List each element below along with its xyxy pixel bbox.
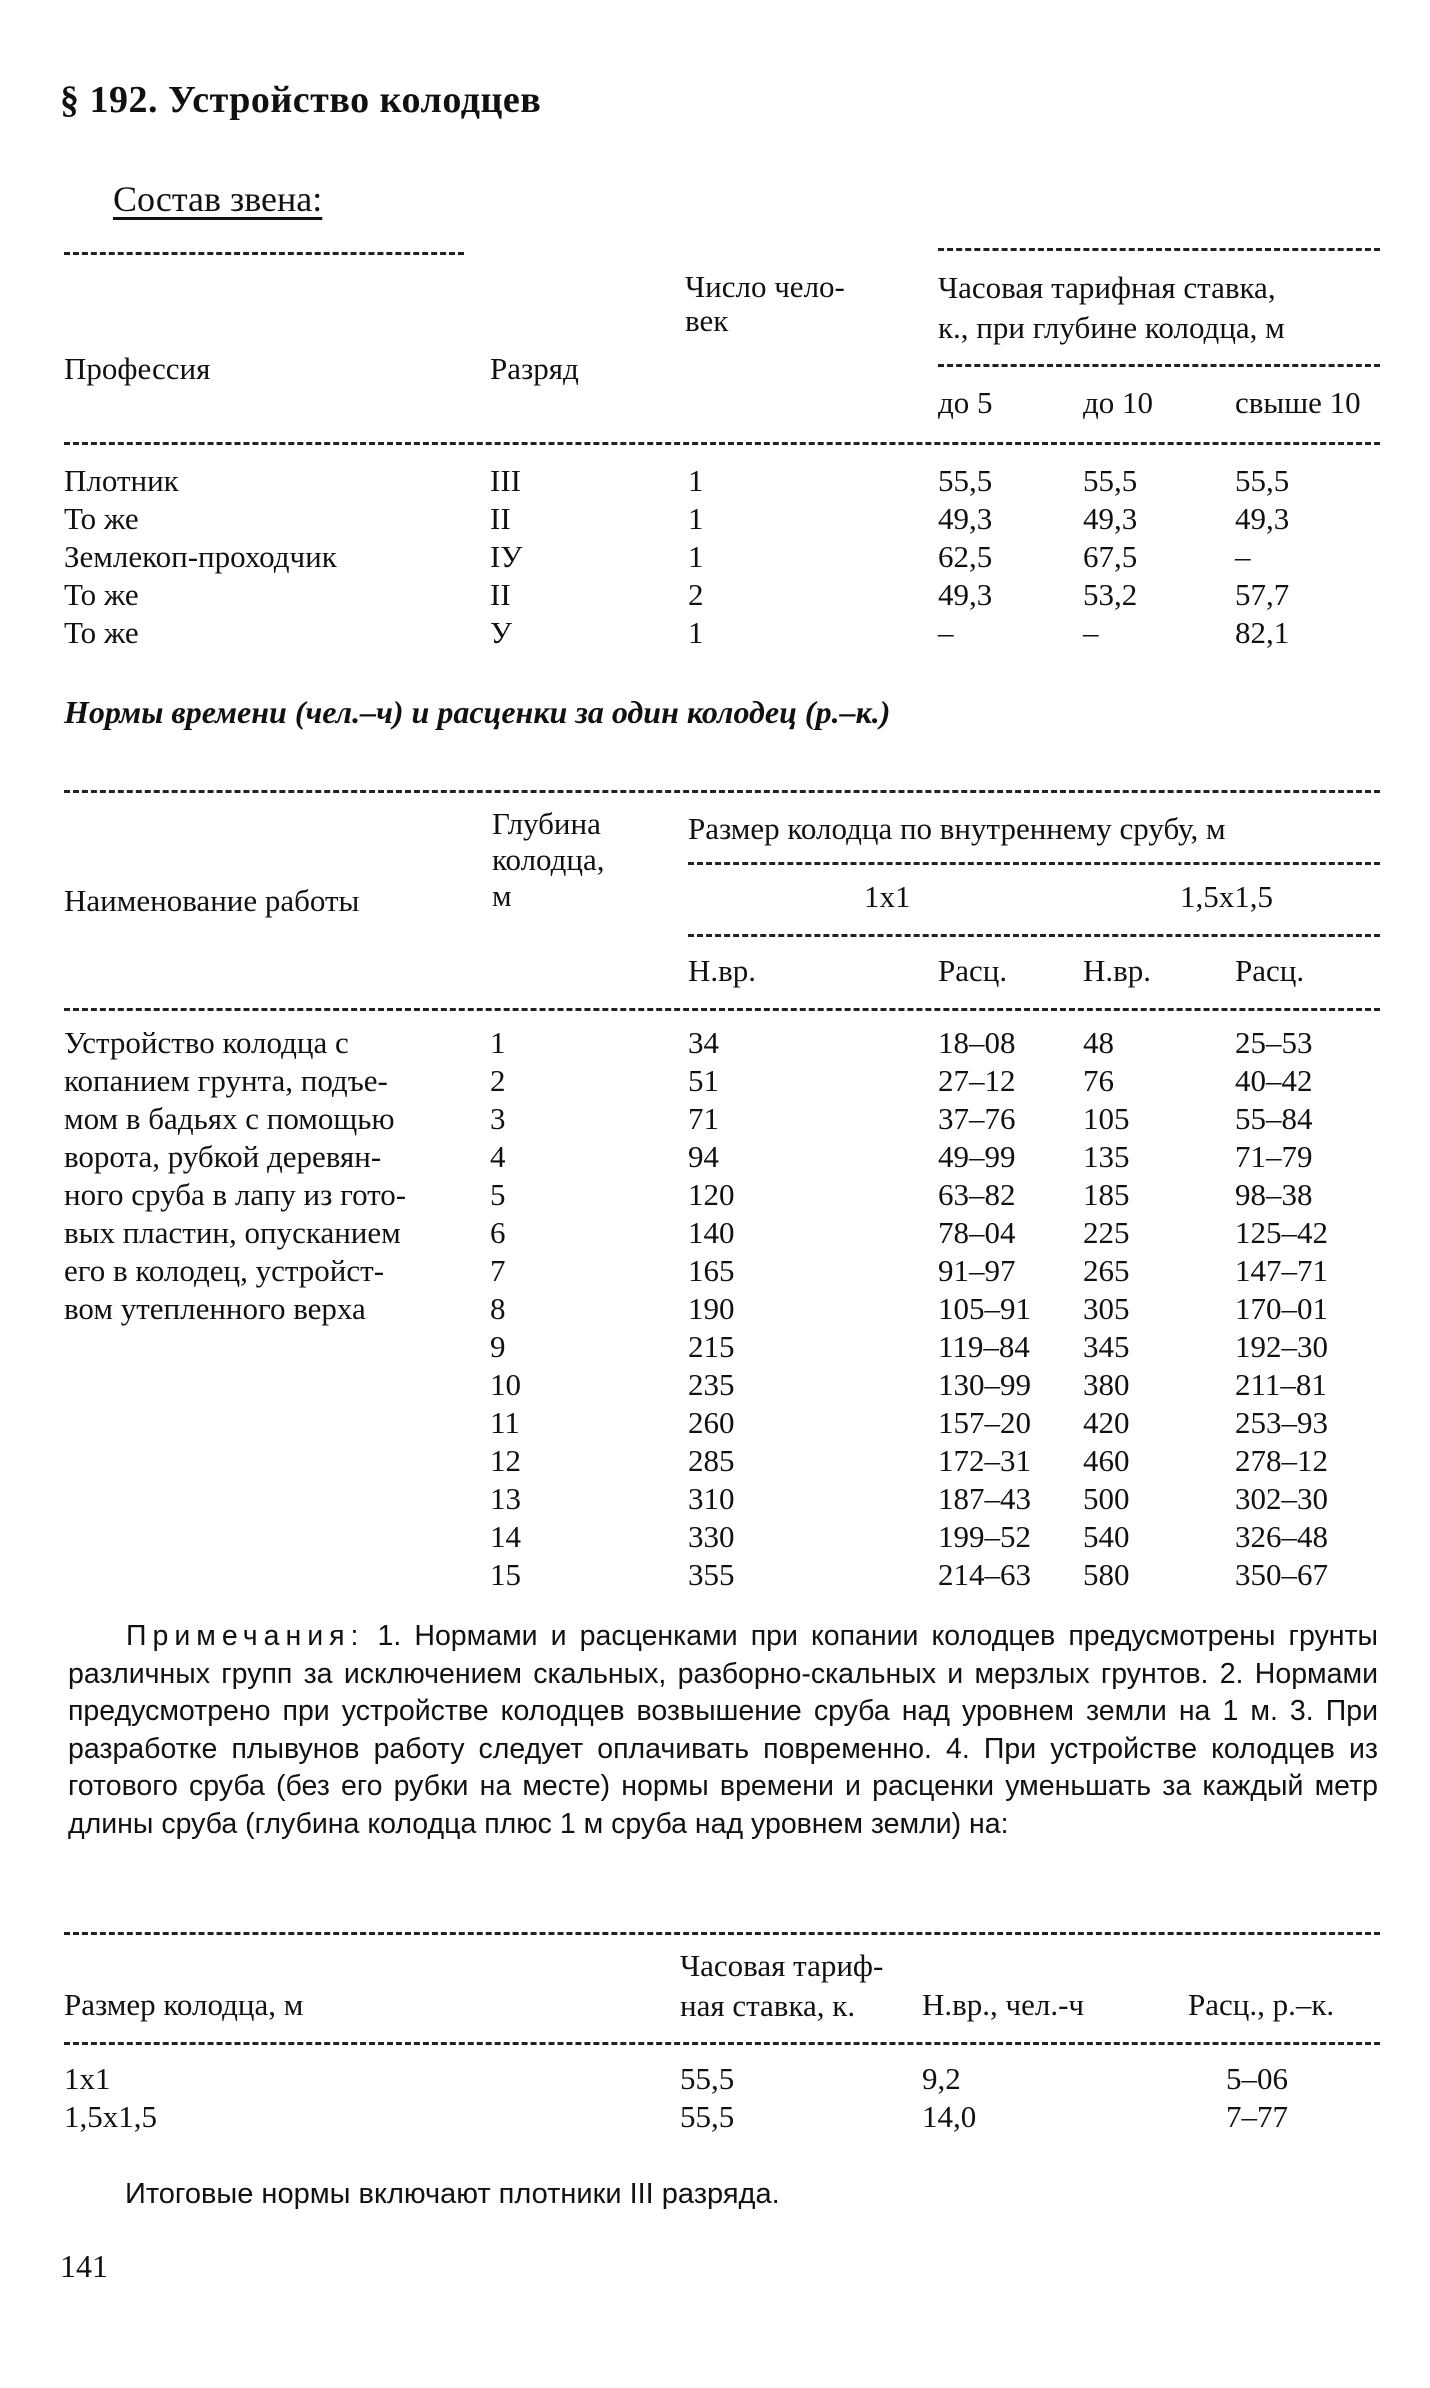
divider [938, 364, 1380, 367]
norm-cell: 165 [688, 1253, 735, 1288]
price-a-column [938, 1024, 1031, 1594]
price-cell: 350–67 [1235, 1557, 1328, 1592]
price-cell: 40–42 [1235, 1063, 1313, 1098]
price-cell: 125–42 [1235, 1215, 1328, 1250]
size-cell: 1x1 [64, 2061, 111, 2096]
price-cell: 147–71 [1235, 1253, 1328, 1288]
norm-cell: 48 [1083, 1025, 1114, 1060]
norm-cell: 500 [1083, 1481, 1130, 1516]
grade-cell: IУ [490, 539, 523, 574]
price-cell: 172–31 [938, 1443, 1031, 1478]
price-cell: 278–12 [1235, 1443, 1328, 1478]
price-cell: 199–52 [938, 1519, 1031, 1554]
price-cell: 192–30 [1235, 1329, 1328, 1364]
norm-cell: 14,0 [922, 2099, 977, 2134]
price-cell: 91–97 [938, 1253, 1016, 1288]
depth-cell: 11 [490, 1405, 520, 1440]
divider [64, 252, 464, 255]
norm-cell: 76 [1083, 1063, 1114, 1098]
depth-column [490, 1024, 521, 1594]
count-cell: 1 [688, 539, 704, 574]
price-cell: 214–63 [938, 1557, 1031, 1592]
size-column [64, 2060, 157, 2136]
depth-cell: 3 [490, 1101, 506, 1136]
norm-cell: 580 [1083, 1557, 1130, 1592]
price-cell: 49–99 [938, 1139, 1016, 1174]
price-cell: 71–79 [1235, 1139, 1313, 1174]
header-norm: Н.вр., чел.-ч [922, 1987, 1085, 2022]
rate-cell: 53,2 [1083, 577, 1138, 612]
price-cell: 105–91 [938, 1291, 1031, 1326]
footnote: Итоговые нормы включают плотники III разряда. [125, 2178, 780, 2210]
norm-cell: 285 [688, 1443, 735, 1478]
norm-cell: 265 [1083, 1253, 1130, 1288]
price-cell: 187–43 [938, 1481, 1031, 1516]
price-cell: 302–30 [1235, 1481, 1328, 1516]
divider [688, 862, 1380, 865]
count-column [688, 462, 704, 652]
norm-cell: 330 [688, 1519, 735, 1554]
rate-cell: 57,7 [1235, 577, 1290, 612]
depth-cell: 7 [490, 1253, 506, 1288]
page-number: 141 [60, 2248, 108, 2284]
norm-cell: 420 [1083, 1405, 1130, 1440]
norm-cell: 94 [688, 1139, 719, 1174]
divider [64, 2042, 1380, 2045]
price-column [1226, 2060, 1288, 2136]
norm-cell: 120 [688, 1177, 735, 1212]
price-cell: 27–12 [938, 1063, 1016, 1098]
divider [938, 248, 1380, 251]
price-cell: 37–76 [938, 1101, 1016, 1136]
header-rate-2: до 10 [1083, 385, 1154, 420]
norm-cell: 380 [1083, 1367, 1130, 1402]
rate-cell: 55,5 [1083, 463, 1138, 498]
rate-cell: 55,5 [680, 2099, 735, 2134]
count-cell: 1 [688, 501, 704, 536]
depth-cell: 12 [490, 1443, 521, 1478]
depth-cell: 4 [490, 1139, 506, 1174]
price-cell: 98–38 [1235, 1177, 1313, 1212]
header-size-b: 1,5x1,5 [1180, 879, 1273, 914]
header-size-a: 1x1 [864, 879, 911, 914]
rate-3-column [1235, 462, 1289, 652]
divider [64, 790, 1380, 793]
norm-cell: 51 [688, 1063, 719, 1098]
rate-cell: 67,5 [1083, 539, 1138, 574]
header-rate: Часовая тариф- ная ставка, к. [680, 1948, 884, 2023]
header-price-a: Расц. [938, 953, 1008, 988]
norm-cell: 355 [688, 1557, 735, 1592]
norm-cell: 105 [1083, 1101, 1130, 1136]
price-cell: 55–84 [1235, 1101, 1313, 1136]
count-cell: 1 [688, 615, 704, 650]
section-title: § 192. Устройство колодцев [60, 79, 542, 121]
norm-cell: 260 [688, 1405, 735, 1440]
depth-cell: 15 [490, 1557, 521, 1592]
depth-cell: 14 [490, 1519, 521, 1554]
norm-a-column [688, 1024, 735, 1594]
price-cell: 7–77 [1226, 2099, 1288, 2134]
norm-cell: 71 [688, 1101, 719, 1136]
norm-cell: 9,2 [922, 2061, 961, 2096]
norm-cell: 310 [688, 1481, 735, 1516]
rate-cell: – [1083, 615, 1099, 650]
rate-cell: 62,5 [938, 539, 993, 574]
price-cell: 170–01 [1235, 1291, 1328, 1326]
norm-cell: 235 [688, 1367, 735, 1402]
norm-cell: 34 [688, 1025, 719, 1060]
rate-2-column [1083, 462, 1137, 652]
header-profession: Профессия [64, 351, 211, 386]
norm-cell: 460 [1083, 1443, 1130, 1478]
header-depth: Глубина колодца, м [492, 806, 605, 913]
price-b-column [1235, 1024, 1328, 1594]
depth-cell: 13 [490, 1481, 521, 1516]
rate-column [680, 2060, 734, 2136]
header-norm-b: Н.вр. [1083, 953, 1152, 988]
grade-column [490, 462, 522, 652]
norm-cell: 140 [688, 1215, 735, 1250]
rate-cell: – [1235, 539, 1251, 574]
count-cell: 1 [688, 463, 704, 498]
norms-caption: Нормы времени (чел.–ч) и расценки за один колодец (р.–к.) [64, 694, 891, 730]
work-description: Устройство колодца с копанием грунта, подъе- мом в бадьях с помощью ворота, рубкой деревян- ного сруба в лапу из гото- вых пластин, опусканием его в колодец, устройст- вом утепленного верха [64, 1025, 407, 1326]
grade-cell: III [490, 463, 521, 498]
rate-cell: 49,3 [1235, 501, 1290, 536]
norm-cell: 135 [1083, 1139, 1130, 1174]
header-rate-group: Часовая тарифная ставка, к., при глубине колодца, м [938, 270, 1285, 345]
header-count: Число чело- век [685, 269, 845, 338]
norm-column [922, 2060, 976, 2136]
depth-cell: 6 [490, 1215, 506, 1250]
norm-cell: 540 [1083, 1519, 1130, 1554]
profession-cell: Плотник [64, 463, 179, 498]
profession-cell: Землекоп-проходчик [64, 539, 337, 574]
divider [64, 442, 1380, 445]
depth-cell: 2 [490, 1063, 506, 1098]
norm-cell: 225 [1083, 1215, 1130, 1250]
header-price: Расц., р.–к. [1188, 1987, 1335, 2022]
profession-column [64, 462, 337, 652]
divider [688, 934, 1380, 937]
grade-cell: II [490, 501, 511, 536]
rate-1-column [938, 462, 992, 652]
rate-cell: 55,5 [938, 463, 993, 498]
notes-paragraph [68, 1618, 1378, 1843]
header-size: Размер колодца, м [64, 1987, 304, 2022]
crew-heading: Состав звена: [113, 179, 323, 219]
price-cell: 63–82 [938, 1177, 1016, 1212]
header-rate-1: до 5 [938, 385, 993, 420]
price-cell: 78–04 [938, 1215, 1016, 1250]
depth-cell: 8 [490, 1291, 506, 1326]
notes-text: 1. Нормами и расценками при копании колодцев предусмотрены грунты различных групп за исключением скальных, разборно-скальных и мерзлых грунтов. 2. Нормами предусмотрено при устройстве колодцев возвышение сруба над уровнем земли на 1 м. 3. При разработке плывунов работу следует оплачивать повременно. 4. При устройстве колодцев из готового сруба (без его рубки на месте) нормы времени и расценки уменьшать за каждый метр длины сруба (глубина колодца плюс 1 м сруба над уровнем земли) на: [68, 1620, 1378, 1840]
norm-cell: 190 [688, 1291, 735, 1326]
profession-cell: То же [64, 615, 139, 650]
norm-cell: 215 [688, 1329, 735, 1364]
header-rate-3: свыше 10 [1235, 385, 1361, 420]
rate-cell: 55,5 [680, 2061, 735, 2096]
profession-cell: То же [64, 577, 139, 612]
norm-cell: 305 [1083, 1291, 1130, 1326]
header-price-b: Расц. [1235, 953, 1305, 988]
grade-cell: У [490, 615, 512, 650]
price-cell: 253–93 [1235, 1405, 1328, 1440]
rate-cell: 49,3 [1083, 501, 1138, 536]
depth-cell: 1 [490, 1025, 506, 1060]
depth-cell: 10 [490, 1367, 521, 1402]
norm-b-column [1083, 1024, 1130, 1594]
price-cell: 157–20 [938, 1405, 1031, 1440]
header-norm-a: Н.вр. [688, 953, 757, 988]
rate-cell: 49,3 [938, 501, 993, 536]
size-cell: 1,5x1,5 [64, 2099, 157, 2134]
grade-cell: II [490, 577, 511, 612]
depth-cell: 5 [490, 1177, 506, 1212]
price-cell: 211–81 [1235, 1367, 1327, 1402]
price-cell: 25–53 [1235, 1025, 1313, 1060]
price-cell: 5–06 [1226, 2061, 1288, 2096]
rate-cell: 55,5 [1235, 463, 1290, 498]
divider [64, 1008, 1380, 1011]
price-cell: 119–84 [938, 1329, 1030, 1364]
count-cell: 2 [688, 577, 704, 612]
rate-cell: – [938, 615, 954, 650]
rate-cell: 49,3 [938, 577, 993, 612]
price-cell: 326–48 [1235, 1519, 1328, 1554]
norm-cell: 345 [1083, 1329, 1130, 1364]
notes-label: Примечания: [126, 1620, 365, 1652]
profession-cell: То же [64, 501, 139, 536]
price-cell: 18–08 [938, 1025, 1016, 1060]
header-size-group: Размер колодца по внутреннему срубу, м [688, 811, 1226, 846]
rate-cell: 82,1 [1235, 615, 1290, 650]
price-cell: 130–99 [938, 1367, 1031, 1402]
divider [64, 1932, 1380, 1935]
header-work: Наименование работы [64, 883, 360, 918]
depth-cell: 9 [490, 1329, 506, 1364]
header-grade: Разряд [490, 351, 579, 386]
norm-cell: 185 [1083, 1177, 1130, 1212]
